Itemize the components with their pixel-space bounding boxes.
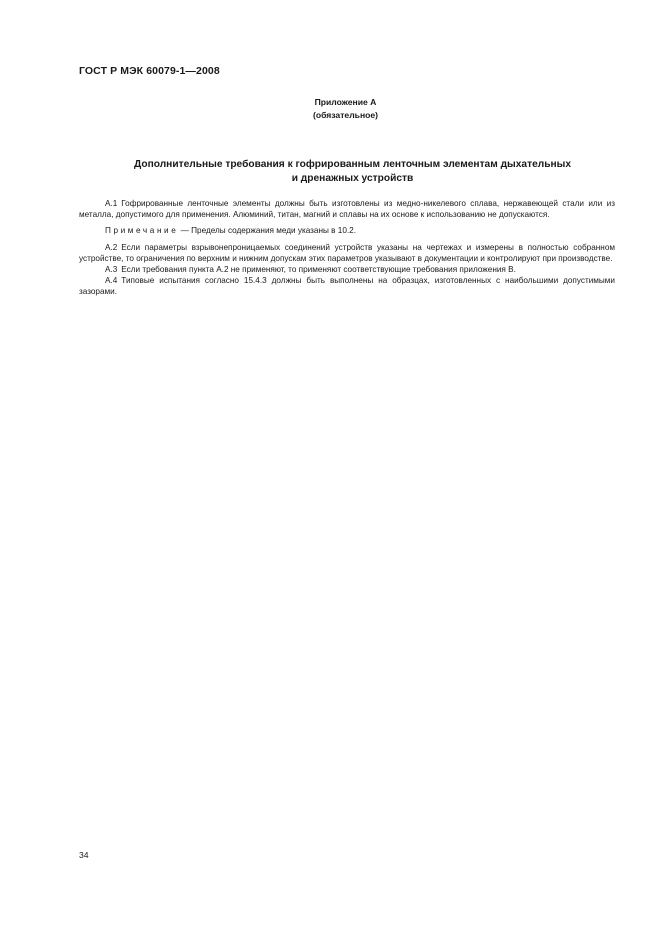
annex-status: (обязательное): [312, 110, 379, 120]
paragraph-number: А.2: [105, 243, 118, 253]
paragraph-a2: [79, 243, 615, 265]
paragraph-text: Если требования пункта А.2 не применяют, то применяют соответствующие требования приложения В.: [121, 264, 516, 274]
annex-body: [79, 199, 615, 297]
note-label: Примечание: [105, 225, 179, 235]
paragraph-a3: [79, 265, 615, 276]
note-dash: —: [178, 225, 192, 235]
note-text: Пределы содержания меди указаны в 10.2.: [191, 225, 356, 235]
annex-label: Приложение А: [314, 97, 377, 107]
standard-code-header: ГОСТ Р МЭК 60079-1—2008: [79, 65, 220, 77]
annex-title-line-2: и дренажных устройств: [291, 173, 414, 184]
annex-title: [79, 158, 616, 186]
page-number: 34: [79, 850, 89, 860]
paragraph-a1: [79, 199, 615, 221]
paragraph-number: А.4: [105, 275, 118, 285]
paragraph-number: А.1: [105, 199, 118, 208]
paragraph-text: Типовые испытания согласно 15.4.3 должны быть выполнены на образцах, изготовленных с наибольшими допустимыми зазорами.: [79, 275, 615, 296]
paragraph-number: А.3: [105, 264, 118, 274]
annex-title-line-1: Дополнительные требования к гофрированным ленточным элементам дыхательных: [133, 159, 571, 170]
paragraph-text: Если параметры взрывонепроницаемых соединений устройств указаны на чертежах и измерены в полностью собранном устройстве, то ограничения по верхним и нижним допускам этих параметров указывают в документации и контролируют при производстве.: [79, 243, 615, 264]
paragraph-text: Гофрированные ленточные элементы должны быть изготовлены из медно-никелевого сплава, нержавеющей стали или из металла, допустимого для применения. Алюминий, титан, магний и сплавы на их основе к использованию не допускаются.: [79, 199, 615, 219]
note: [79, 226, 615, 237]
paragraph-a4: [79, 276, 615, 298]
annex-heading: [0, 96, 661, 122]
